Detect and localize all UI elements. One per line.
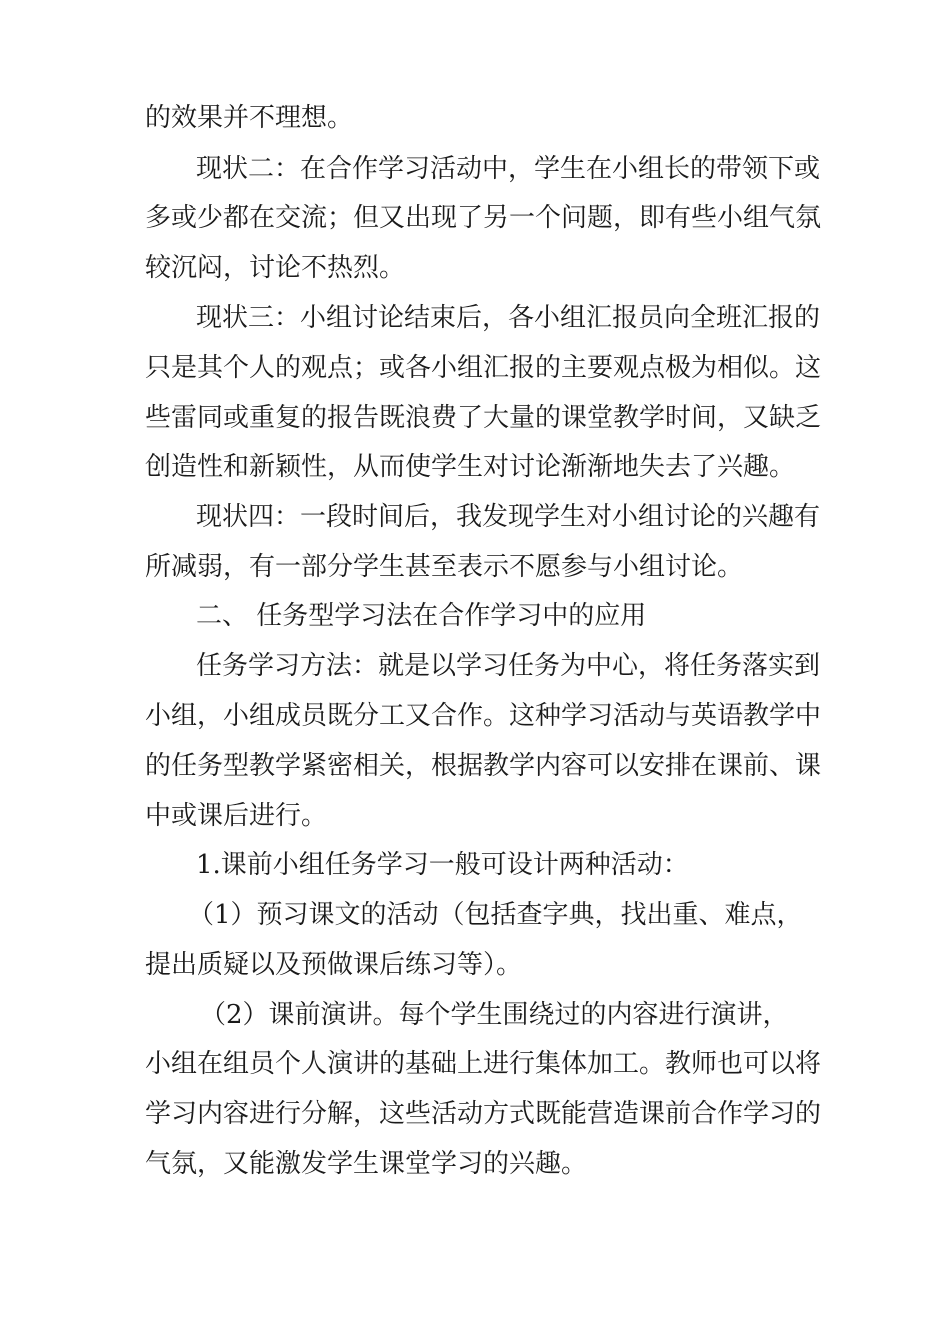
paragraph-line: 创造性和新颖性，从而使学生对讨论渐渐地失去了兴趣。 [145, 452, 796, 482]
paragraph-line: 只是其个人的观点；或各小组汇报的主要观点极为相似。这 [145, 353, 822, 383]
paragraph-line: 现状四：一段时间后，我发现学生对小组讨论的兴趣有 [196, 502, 821, 532]
paragraph-line: 所减弱，有一部分学生甚至表示不愿参与小组讨论。 [145, 552, 744, 582]
list-item-line: （1）预习课文的活动（包括查字典，找出重、难点， [188, 900, 803, 930]
paragraph-line: 现状三：小组讨论结束后，各小组汇报员向全班汇报的 [196, 303, 821, 333]
paragraph-line: 提出质疑以及预做课后练习等）。 [145, 950, 523, 980]
subheading-line: 1.课前小组任务学习一般可设计两种活动： [196, 850, 689, 880]
paragraph-line: 多或少都在交流；但又出现了另一个问题，即有些小组气氛 [145, 203, 822, 233]
section-heading: 二、 任务型学习法在合作学习中的应用 [196, 601, 647, 631]
paragraph-line: 中或课后进行。 [145, 801, 328, 831]
paragraph-line: 学习内容进行分解，这些活动方式既能营造课前合作学习的 [145, 1099, 822, 1129]
paragraph-line: 小组在组员个人演讲的基础上进行集体加工。教师也可以将 [145, 1049, 822, 1079]
paragraph-line: 现状二：在合作学习活动中，学生在小组长的带领下或 [196, 154, 821, 184]
paragraph-line: 的任务型教学紧密相关，根据教学内容可以安排在课前、课 [145, 751, 822, 781]
paragraph-line: 些雷同或重复的报告既浪费了大量的课堂教学时间，又缺乏 [145, 403, 822, 433]
paragraph-line: 气氛，又能激发学生课堂学习的兴趣。 [145, 1149, 588, 1179]
list-item-line: （2）课前演讲。每个学生围绕过的内容进行演讲， [200, 1000, 789, 1030]
paragraph-line: 任务学习方法：就是以学习任务为中心，将任务落实到 [196, 651, 821, 681]
paragraph-line: 的效果并不理想。 [145, 103, 354, 133]
paragraph-line: 较沉闷，讨论不热烈。 [145, 253, 406, 283]
paragraph-line: 小组，小组成员既分工又合作。这种学习活动与英语教学中 [145, 701, 822, 731]
